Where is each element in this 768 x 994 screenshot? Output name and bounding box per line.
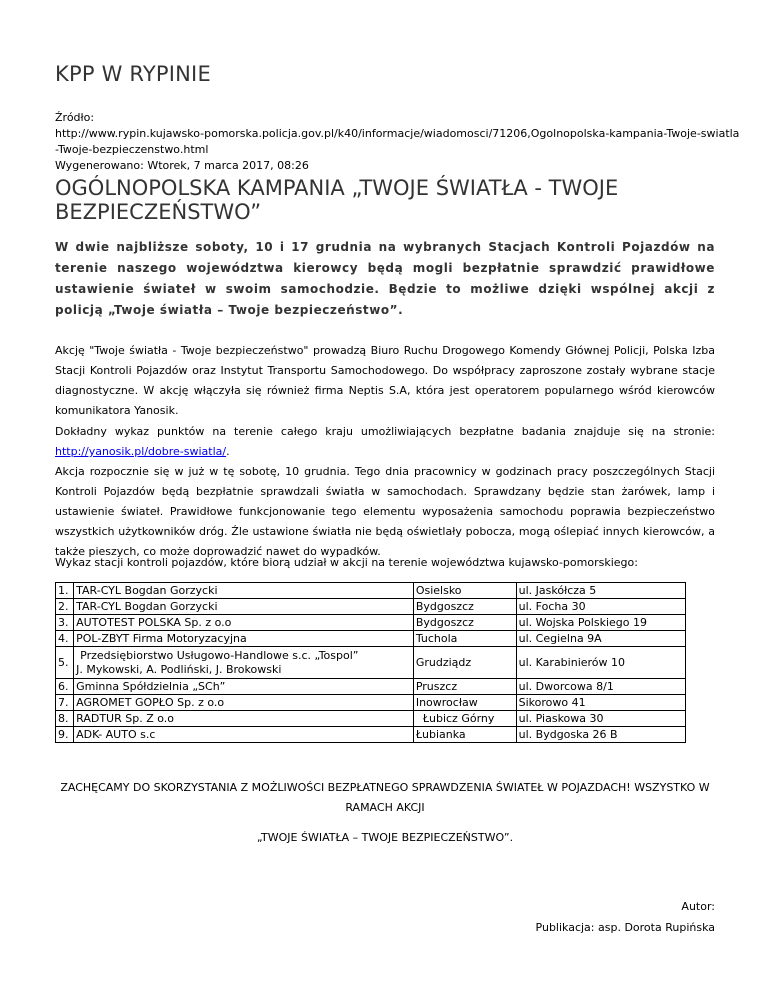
table-row bbox=[56, 695, 686, 711]
station-address: ul. Focha 30 bbox=[516, 599, 685, 615]
table-row bbox=[56, 711, 686, 727]
article-lead: W dwie najbliższe soboty, 10 i 17 grudnia na wybranych Stacjach Kontroli Pojazdów na terenie naszego województwa kierowcy będą mogli bezpłatnie sprawdzić prawidłowe ustawienie świateł w swoim samochodzie. Będzie to możliwe dzięki wspólnej akcji z policją „Twoje światła – Twoje bezpieczeństwo”. bbox=[55, 240, 715, 317]
table-row bbox=[56, 615, 686, 631]
paragraph-action-start: Akcja rozpocznie się w już w tę sobotę, 10 grudnia. Tego dnia pracownicy w godzinach pracy poszczególnych Stacji Kontroli Pojazdów będą bezpłatnie sprawdzali światła w samochodach. Sprawdzany będzie stan żarówek, lamp i ustawienie świateł. Prawidłowe funkcjonowanie tego elementu wyposażenia samochodu poprawia bezpieczeństwo wszystkich użytkowników dróg. Źle ustawione światła nie będą oświetlały pobocza, mogą oślepiać innych kierowców, a także pieszych, co może doprowadzić nawet do wypadków. bbox=[55, 465, 715, 558]
station-name: Gminna Spółdzielnia „SCh” bbox=[74, 679, 414, 695]
station-city: Bydgoszcz bbox=[413, 599, 516, 615]
call-to-action: ZACHĘCAMY DO SKORZYSTANIA Z MOŻLIWOŚCI BEZPŁATNEGO SPRAWDZENIA ŚWIATEŁ W POJAZDACH! WSZYSTKO W RAMACH AKCJI bbox=[60, 781, 710, 814]
station-number: 7. bbox=[56, 695, 74, 711]
station-number: 6. bbox=[56, 679, 74, 695]
publication-credit: Publikacja: asp. Dorota Rupińska bbox=[535, 921, 715, 934]
station-number: 4. bbox=[56, 631, 74, 647]
station-city: Grudziądz bbox=[413, 647, 516, 679]
station-city: Łubicz Górny bbox=[413, 711, 516, 727]
station-city: Pruszcz bbox=[413, 679, 516, 695]
table-row bbox=[56, 599, 686, 615]
station-name: AUTOTEST POLSKA Sp. z o.o bbox=[74, 615, 414, 631]
station-name: AGROMET GOPŁO Sp. z o.o bbox=[74, 695, 414, 711]
station-name: TAR-CYL Bogdan Gorzycki bbox=[74, 583, 414, 599]
source-url-line1: http://www.rypin.kujawsko-pomorska.policja.gov.pl/k40/informacje/wiadomosci/71206,Ogolnopolska-kampania-Twoje-swiatla bbox=[55, 127, 740, 140]
station-address: ul. Wojska Polskiego 19 bbox=[516, 615, 685, 631]
article-title: OGÓLNOPOLSKA KAMPANIA „TWOJE ŚWIATŁA - TWOJE BEZPIECZEŃSTWO” bbox=[55, 176, 619, 224]
station-number: 2. bbox=[56, 599, 74, 615]
station-number: 9. bbox=[56, 727, 74, 743]
station-number: 1. bbox=[56, 583, 74, 599]
campaign-name: „TWOJE ŚWIATŁA – TWOJE BEZPIECZEŃSTWO”. bbox=[256, 831, 514, 844]
station-name-line2: J. Mykowski, A. Podliński, J. Brokowski bbox=[76, 662, 282, 676]
station-city: Łubianka bbox=[413, 727, 516, 743]
generated-timestamp: Wygenerowano: Wtorek, 7 marca 2017, 08:26 bbox=[55, 159, 309, 172]
table-row bbox=[56, 631, 686, 647]
station-number: 5. bbox=[56, 647, 74, 679]
station-address: ul. Karabinierów 10 bbox=[516, 647, 685, 679]
table-row bbox=[56, 727, 686, 743]
source-meta bbox=[55, 110, 740, 174]
paragraph-organizers: Akcję "Twoje światła - Twoje bezpieczeństwo" prowadzą Biuro Ruchu Drogowego Komendy Głównej Policji, Polska Izba Stacji Kontroli Pojazdów oraz Instytut Transportu Samochodowego. Do współpracy zaproszone zostały wybrane stacje diagnostyczne. W akcję włączyła się również firma Neptis S.A, która jest operatorem popularnego wśród kierowców komunikatora Yanosik. bbox=[55, 344, 715, 417]
author-block bbox=[315, 896, 715, 938]
station-name-line1: Przedsiębiorstwo Usługowo-Handlowe s.c. „Tospol” bbox=[80, 648, 359, 662]
paragraph-details bbox=[55, 422, 715, 562]
table-row bbox=[56, 679, 686, 695]
source-label: Źródło: bbox=[55, 111, 95, 124]
station-name: RADTUR Sp. Z o.o bbox=[74, 711, 414, 727]
station-name: POL-ZBYT Firma Motoryzacyjna bbox=[74, 631, 414, 647]
station-name bbox=[74, 647, 414, 679]
author-label: Autor: bbox=[681, 900, 715, 913]
station-address: ul. Jaskółcza 5 bbox=[516, 583, 685, 599]
station-address: ul. Piaskowa 30 bbox=[516, 711, 685, 727]
stations-table bbox=[55, 582, 686, 743]
paragraph-details-suffix: . bbox=[226, 445, 230, 458]
station-address: ul. Cegielna 9A bbox=[516, 631, 685, 647]
table-row bbox=[56, 647, 686, 679]
stations-intro: Wykaz stacji kontroli pojazdów, które biorą udział w akcji na terenie województwa kujawsko-pomorskiego: bbox=[55, 556, 638, 569]
station-city: Inowrocław bbox=[413, 695, 516, 711]
station-address: ul. Bydgoska 26 B bbox=[516, 727, 685, 743]
site-title: KPP W RYPINIE bbox=[55, 62, 211, 86]
station-city: Tuchola bbox=[413, 631, 516, 647]
yanosik-link[interactable]: http://yanosik.pl/dobre-swiatla/ bbox=[55, 445, 227, 458]
source-url-line2: -Twoje-bezpieczenstwo.html bbox=[55, 143, 209, 156]
station-number: 3. bbox=[56, 615, 74, 631]
station-name: TAR-CYL Bogdan Gorzycki bbox=[74, 599, 414, 615]
station-city: Bydgoszcz bbox=[413, 615, 516, 631]
station-number: 8. bbox=[56, 711, 74, 727]
station-address: Sikorowo 41 bbox=[516, 695, 685, 711]
table-row bbox=[56, 583, 686, 599]
station-name: ADK- AUTO s.c bbox=[74, 727, 414, 743]
paragraph-details-prefix: Dokładny wykaz punktów na terenie całego kraju umożliwiających bezpłatne badania znajduje się na stronie: bbox=[55, 425, 715, 438]
station-city: Osielsko bbox=[413, 583, 516, 599]
station-address: ul. Dworcowa 8/1 bbox=[516, 679, 685, 695]
